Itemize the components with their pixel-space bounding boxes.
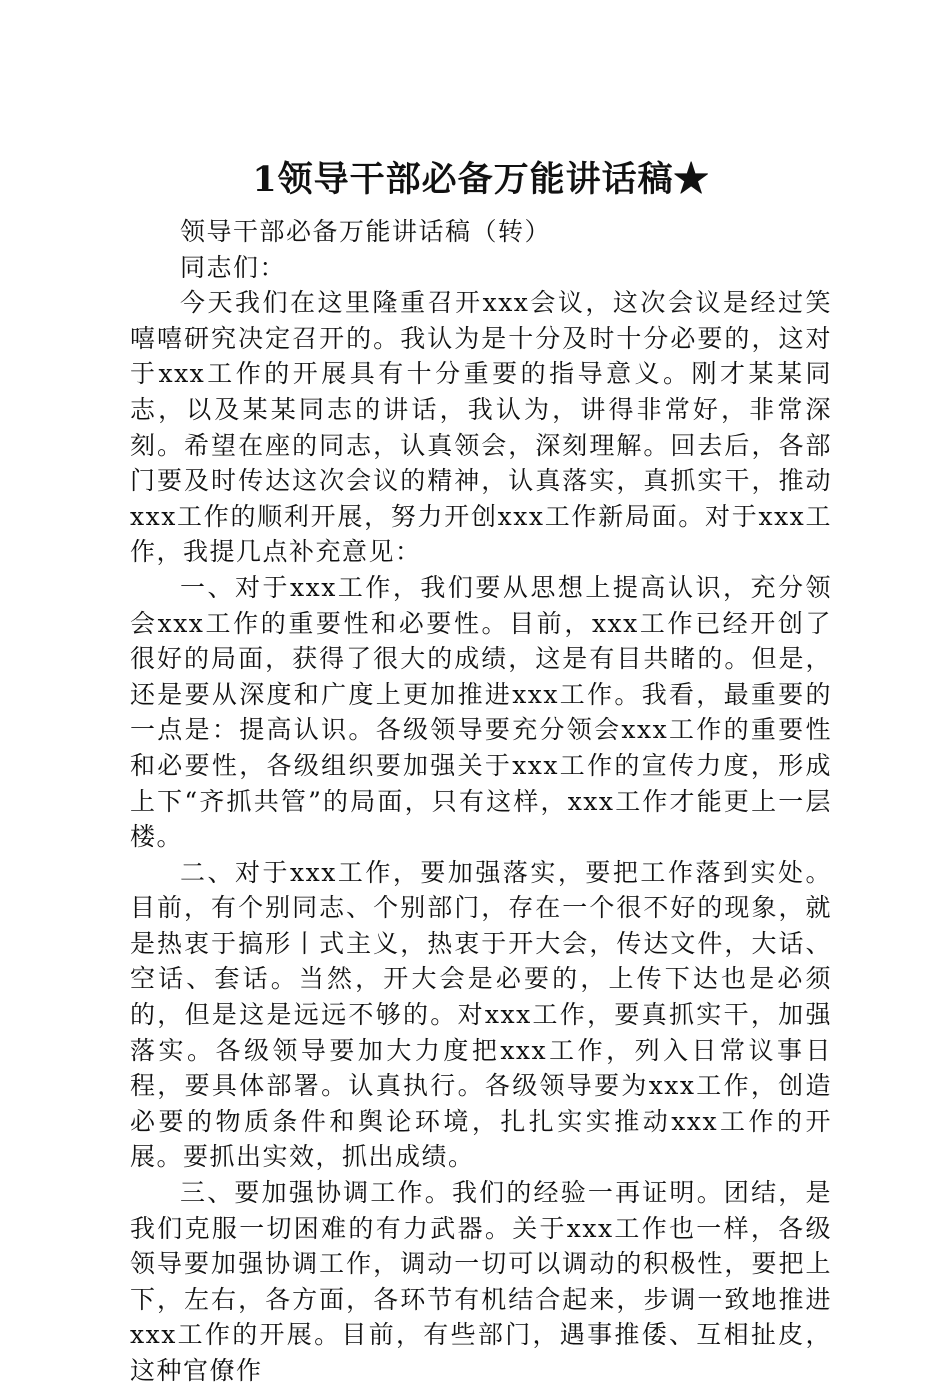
paragraph-point-one: 一、对于xxx工作，我们要从思想上提高认识，充分领会xxx工作的重要性和必要性。目前，xxx工作已经开创了很好的局面，获得了很大的成绩，这是有目共睹的。但是，还是要从深度和广度上更加推进xxx工作。我看，最重要的一点是：提高认识。各级领导要充分领会xxx工作的重要性和必要性，各级组织要加强关于xxx工作的宣传力度，形成上下“齐抓共管”的局面，只有这样，xxx工作才能更上一层楼。 [130, 572, 832, 852]
paragraph-intro: 今天我们在这里隆重召开xxx会议，这次会议是经过笑嘻嘻研究决定召开的。我认为是十分及时十分必要的，这对于xxx工作的开展具有十分重要的指导意义。刚才某某同志，以及某某同志的讲话，我认为，讲得非常好，非常深刻。希望在座的同志，认真领会，深刻理解。回去后，各部门要及时传达这次会议的精神，认真落实，真抓实干，推动xxx工作的顺利开展，努力开创xxx工作新局面。对于xxx工作，我提几点补充意见： [130, 288, 832, 567]
document-subtitle: 领导干部必备万能讲话稿（转） [180, 217, 552, 246]
paragraph-point-three: 三、要加强协调工作。我们的经验一再证明。团结，是我们克服一切困难的有力武器。关于xxx工作也一样，各级领导要加强协调工作，调动一切可以调动的积极性，要把上下，左右，各方面，各环节有机结合起来，步调一致地推进xxx工作的开展。目前，有些部门，遇事推倭、互相扯皮，这种官僚作 [130, 1178, 832, 1385]
document-title: 1领导干部必备万能讲话稿★ [252, 159, 710, 200]
salutation: 同志们： [180, 252, 287, 282]
paragraph-point-two: 二、对于xxx工作，要加强落实，要把工作落到实处。目前，有个别同志、个别部门，存在一个很不好的现象，就是热衷于搞形丨式主义，热衷于开大会，传达文件，大话、空话、套话。当然，开大会是必要的，上传下达也是必须的，但是这是远远不够的。对xxx工作，要真抓实干，加强落实。各级领导要加大力度把xxx工作，列入日常议事日程，要具体部署。认真执行。各级领导要为xxx工作，创造必要的物质条件和舆论环境，扎扎实实推动xxx工作的开展。要抓出实效，抓出成绩。 [130, 857, 832, 1172]
document-page [130, 150, 832, 1389]
